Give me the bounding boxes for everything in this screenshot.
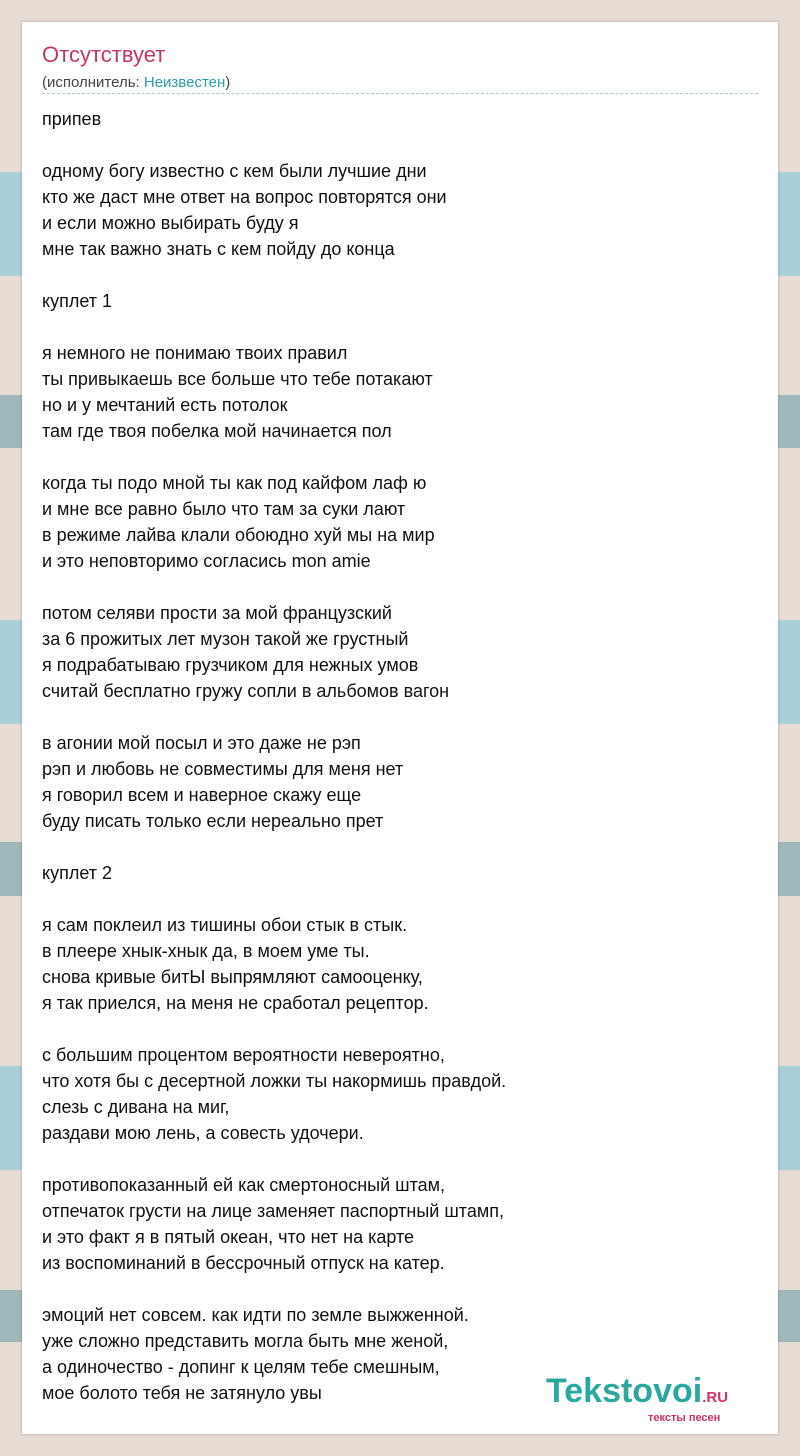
lyric-line: что хотя бы с десертной ложки ты накормишь правдой. (42, 1071, 507, 1091)
lyrics-text (42, 106, 762, 1406)
lyric-line: снова кривые битЫ выпрямляют самооценку, (42, 967, 423, 987)
logo-tagline: тексты песен (648, 1412, 721, 1424)
lyric-line: из воспоминаний в бессрочный отпуск на катер. (42, 1253, 445, 1273)
lyric-line: с большим процентом вероятности невероятно, (42, 1045, 445, 1065)
lyric-line: одному богу известно с кем были лучшие дни (42, 161, 427, 181)
artist-line (42, 74, 230, 91)
lyric-line: но и у мечтаний есть потолок (42, 395, 288, 415)
artist-suffix: ) (225, 74, 231, 91)
lyric-line: я сам поклеил из тишины обои стык в стык. (42, 915, 408, 935)
lyric-line (42, 1146, 762, 1172)
lyric-line (42, 262, 762, 288)
lyric-line: слезь с дивана на миг, (42, 1097, 230, 1117)
lyric-line: раздави мою лень, а совесть удочери. (42, 1123, 364, 1143)
logo-tld: .RU (702, 1389, 729, 1406)
lyric-line: и это неповторимо согласись mon amie (42, 551, 371, 571)
lyric-line: припев (42, 109, 102, 129)
lyrics-page (22, 22, 778, 1434)
artist-prefix: (исполнитель: (42, 74, 144, 91)
lyric-line (42, 314, 762, 340)
lyric-line: и это факт я в пятый океан, что нет на карте (42, 1227, 415, 1247)
lyric-line: за 6 прожитых лет музон такой же грустный (42, 629, 409, 649)
lyric-line: в агонии мой посыл и это даже не рэп (42, 733, 361, 753)
lyric-line: эмоций нет совсем. как идти по земле выжженной. (42, 1305, 469, 1325)
site-logo[interactable] (546, 1372, 728, 1411)
lyric-line: куплет 2 (42, 863, 112, 883)
divider (42, 93, 758, 94)
song-title: Отсутствует (42, 42, 166, 67)
lyric-line: противопоказанный ей как смертоносный штам, (42, 1175, 446, 1195)
lyric-line: уже сложно представить могла быть мне женой, (42, 1331, 449, 1351)
lyric-line: буду писать только если нереально прет (42, 811, 384, 831)
lyric-line: рэп и любовь не совместимы для меня нет (42, 759, 404, 779)
lyric-line: когда ты подо мной ты как под кайфом лаф ю (42, 473, 427, 493)
lyric-line: потом селяви прости за мой французский (42, 603, 392, 623)
lyric-line: мне так важно знать с кем пойду до конца (42, 239, 395, 259)
lyric-line (42, 704, 762, 730)
lyric-line: кто же даст мне ответ на вопрос повторятся они (42, 187, 447, 207)
lyric-line: и если можно выбирать буду я (42, 213, 299, 233)
lyric-line: я говорил всем и наверное скажу еще (42, 785, 362, 805)
lyric-line: я подрабатываю грузчиком для нежных умов (42, 655, 419, 675)
lyric-line: считай бесплатно гружу сопли в альбомов вагон (42, 681, 450, 701)
lyric-line: мое болото тебя не затянуло увы (42, 1383, 322, 1403)
logo-name: Tekstovoi (546, 1372, 703, 1410)
lyric-line (42, 574, 762, 600)
lyric-line (42, 886, 762, 912)
lyric-line (42, 444, 762, 470)
lyric-line: в режиме лайва клали обоюдно хуй мы на мир (42, 525, 435, 545)
artist-link[interactable]: Неизвестен (143, 74, 226, 91)
lyric-line: куплет 1 (42, 291, 112, 311)
lyric-line (42, 834, 762, 860)
lyric-line: ты привыкаешь все больше что тебе потакают (42, 369, 433, 389)
lyric-line: там где твоя побелка мой начинается пол (42, 421, 392, 441)
lyric-line: и мне все равно было что там за суки лают (42, 499, 406, 519)
lyric-line: я немного не понимаю твоих правил (42, 343, 348, 363)
lyric-line: я так приелся, на меня не сработал рецептор. (42, 993, 429, 1013)
lyric-line: а одиночество - допинг к целям тебе смешным, (42, 1357, 440, 1377)
lyric-line: отпечаток грусти на лице заменяет паспортный штамп, (42, 1201, 504, 1221)
lyric-line (42, 1276, 762, 1302)
lyric-line (42, 1016, 762, 1042)
lyric-line (42, 132, 762, 158)
lyric-line: в плеере хнык-хнык да, в моем уме ты. (42, 941, 370, 961)
